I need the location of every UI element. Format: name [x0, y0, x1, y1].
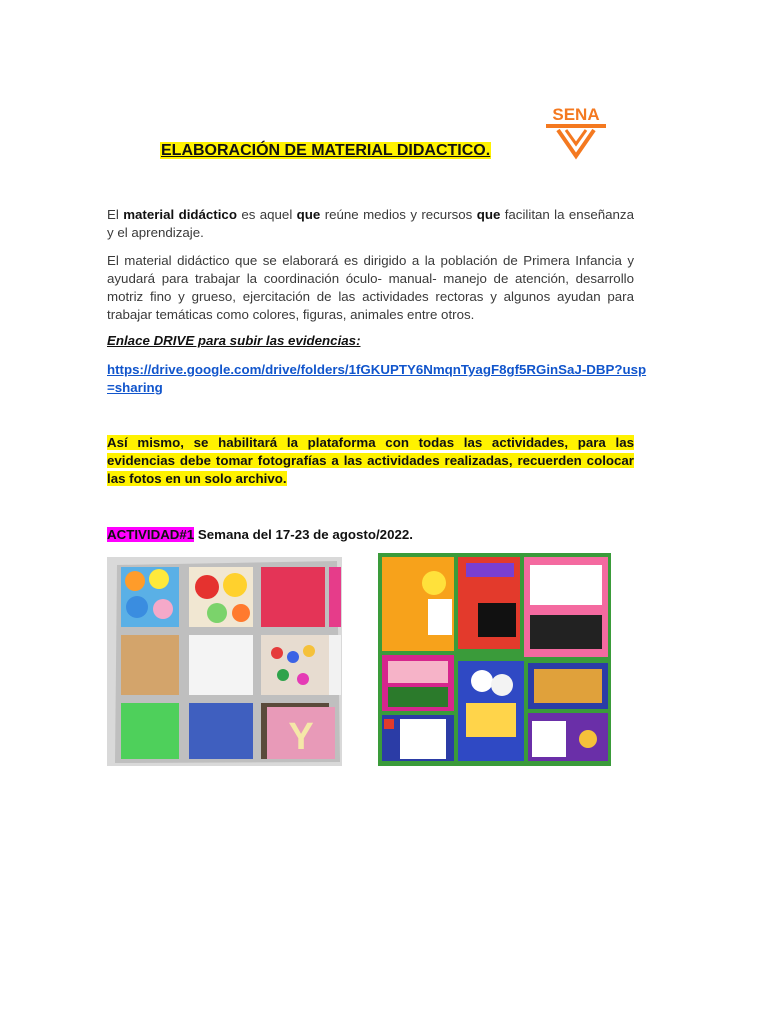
activity-heading: ACTIVIDAD#1 Semana del 17-23 de agosto/2022. [107, 527, 413, 542]
activity-board-photo [378, 553, 611, 766]
drive-link[interactable]: https://drive.google.com/drive/folders/1fGKUPTY6NmqnTyagF8gf5RGinSaJ-DBP?usp=sharing [107, 362, 647, 395]
description-paragraph: El material didáctico que se elaborará es dirigido a la población de Primera Infancia y ayudará para trabajar la coordinación óculo- manual- manejo de atención, desarrollo motriz fino y grueso, ejercitación de las actividades rectoras y algunos ayudan para trabajar temáticas como colores, figuras, animales entre otros. [107, 253, 634, 322]
drive-label: Enlace DRIVE para subir las evidencias: [107, 333, 361, 348]
document-title: ELABORACIÓN DE MATERIAL DIDACTICO. [161, 142, 491, 159]
sensory-mat-photo [107, 557, 342, 766]
activity-tag: ACTIVIDAD#1 [107, 527, 195, 542]
svg-text:Y: Y [288, 716, 314, 758]
intro-paragraph: El material didáctico es aquel que reúne medios y recursos que facilitan la enseñanza y el aprendizaje. [107, 207, 634, 240]
svg-text:SENA: SENA [552, 105, 600, 124]
notice-paragraph: Así mismo, se habilitará la plataforma con todas las actividades, para las evidencias debe tomar fotografías a las actividades realizadas, recuerden colocar las fotos en un solo archivo. [107, 435, 634, 486]
sena-logo [540, 104, 612, 160]
